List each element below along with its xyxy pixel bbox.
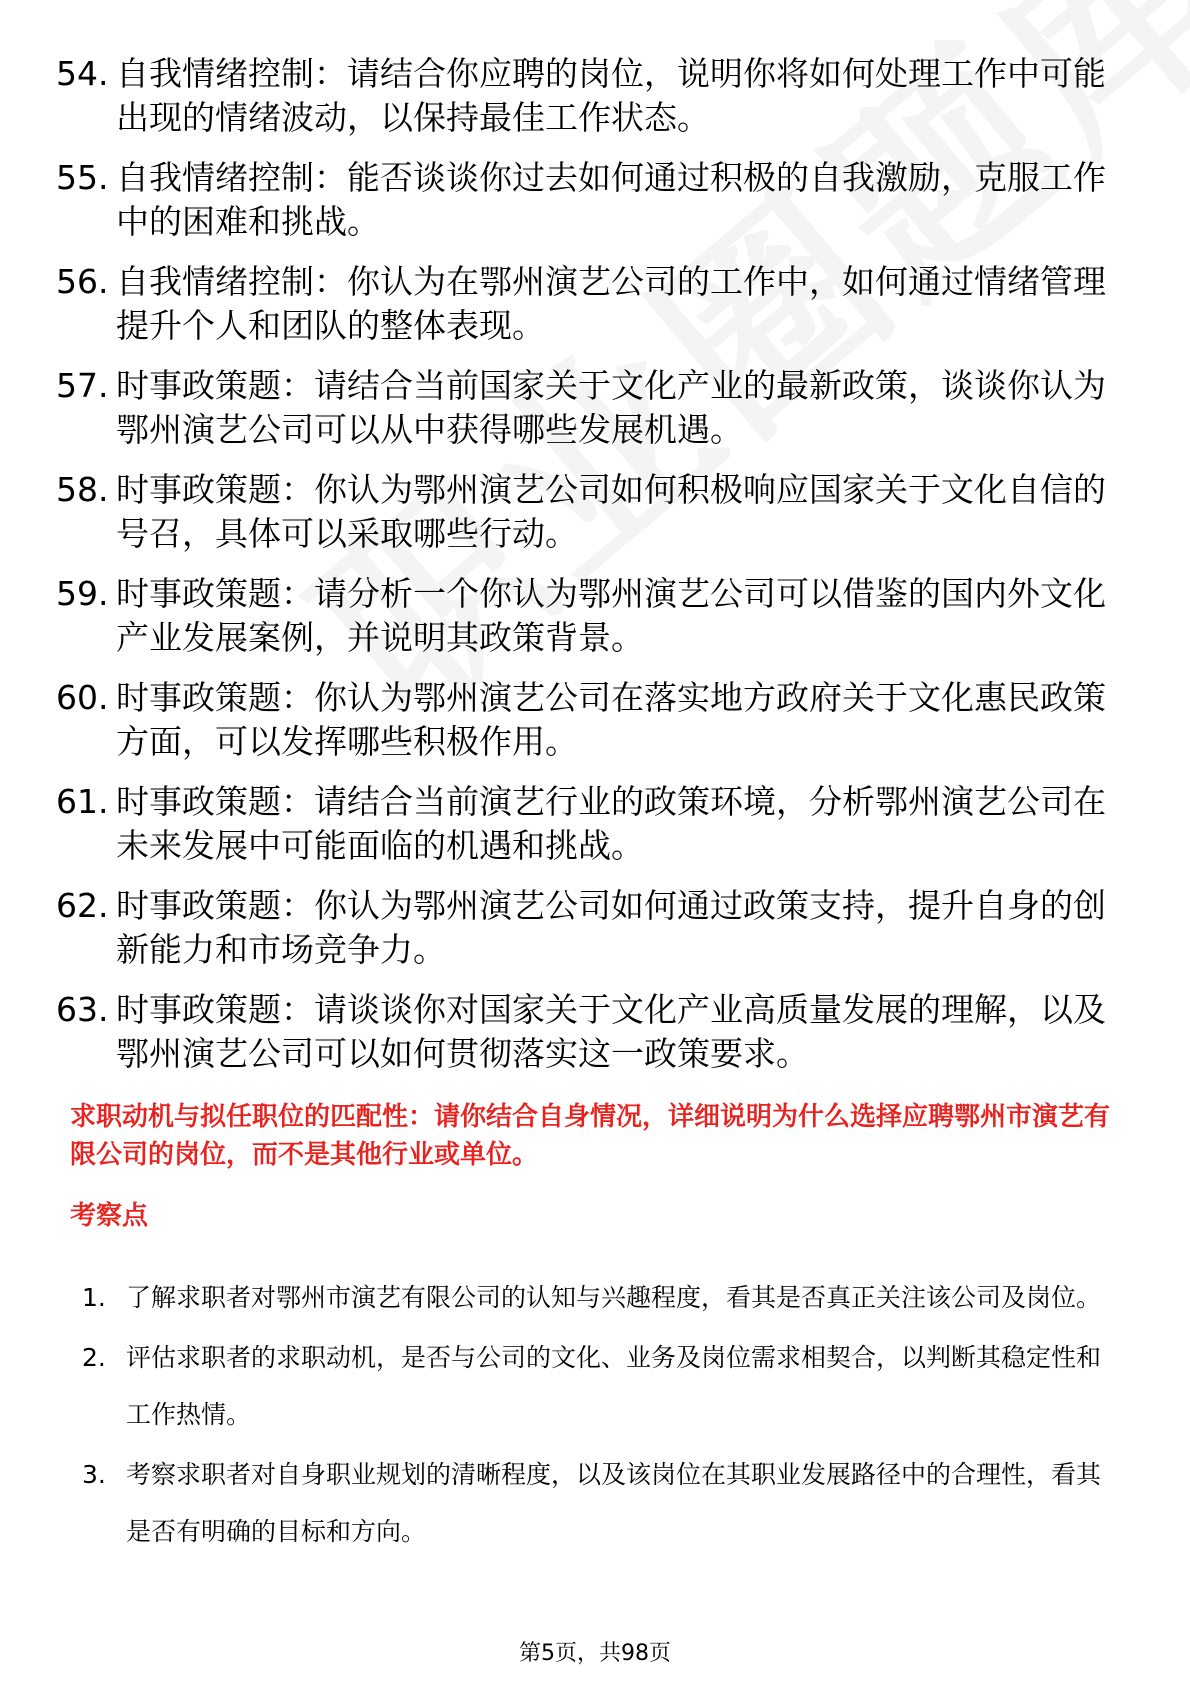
question-text: 自我情绪控制：能否谈谈你过去如何通过积极的自我激励，克服工作中的困难和挑战。 (116, 158, 1106, 241)
focus-point-number: 3. (82, 1460, 106, 1489)
question-number: 58. (56, 470, 109, 509)
question-number: 56. (56, 262, 109, 301)
question-list (56, 52, 1116, 1092)
question-text: 时事政策题：你认为鄂州演艺公司如何积极响应国家关于文化自信的号召，具体可以采取哪些行动。 (116, 470, 1106, 553)
question-number: 60. (56, 678, 109, 717)
question-text: 时事政策题：请谈谈你对国家关于文化产业高质量发展的理解，以及鄂州演艺公司可以如何贯彻落实这一政策要求。 (116, 990, 1106, 1073)
question-number: 61. (56, 782, 109, 821)
focus-point-item (82, 1329, 1122, 1443)
focus-point-item (82, 1269, 1122, 1326)
focus-point-number: 1. (82, 1283, 106, 1312)
focus-point-text: 考察求职者对自身职业规划的清晰程度，以及该岗位在其职业发展路径中的合理性，看其是否有明确的目标和方向。 (126, 1460, 1102, 1546)
focus-point-text: 了解求职者对鄂州市演艺有限公司的认知与兴趣程度，看其是否真正关注该公司及岗位。 (126, 1283, 1102, 1312)
focus-points-list (82, 1269, 1122, 1563)
question-item (56, 884, 1116, 972)
question-item (56, 780, 1116, 868)
question-item (56, 156, 1116, 244)
question-text: 时事政策题：你认为鄂州演艺公司如何通过政策支持，提升自身的创新能力和市场竞争力。 (116, 886, 1106, 969)
question-item (56, 260, 1116, 348)
question-number: 57. (56, 366, 109, 405)
question-text: 时事政策题：请结合当前演艺行业的政策环境，分析鄂州演艺公司在未来发展中可能面临的机遇和挑战。 (116, 782, 1106, 865)
section-title: 求职动机与拟任职位的匹配性：请你结合自身情况，详细说明为什么选择应聘鄂州市演艺有限公司的岗位，而不是其他行业或单位。 (70, 1102, 1111, 1170)
focus-point-item (82, 1446, 1122, 1560)
question-number: 54. (56, 54, 109, 93)
question-number: 62. (56, 886, 109, 925)
question-number: 55. (56, 158, 109, 197)
question-text: 时事政策题：请分析一个你认为鄂州演艺公司可以借鉴的国内外文化产业发展案例，并说明其政策背景。 (116, 574, 1106, 657)
question-text: 时事政策题：请结合当前国家关于文化产业的最新政策，谈谈你认为鄂州演艺公司可以从中获得哪些发展机遇。 (116, 366, 1106, 449)
question-number: 59. (56, 574, 109, 613)
focus-point-number: 2. (82, 1343, 106, 1372)
focus-points-label: 考察点 (70, 1201, 149, 1231)
question-item (56, 676, 1116, 764)
question-item (56, 572, 1116, 660)
question-text: 自我情绪控制：你认为在鄂州演艺公司的工作中，如何通过情绪管理提升个人和团队的整体表现。 (116, 262, 1106, 345)
question-item (56, 52, 1116, 140)
question-item (56, 988, 1116, 1076)
question-number: 63. (56, 990, 109, 1029)
question-item (56, 468, 1116, 556)
question-item (56, 364, 1116, 452)
focus-point-text: 评估求职者的求职动机，是否与公司的文化、业务及岗位需求相契合，以判断其稳定性和工作热情。 (126, 1343, 1102, 1429)
question-text: 自我情绪控制：请结合你应聘的岗位，说明你将如何处理工作中可能出现的情绪波动，以保持最佳工作状态。 (116, 54, 1106, 137)
page-number: 第5页，共98页 (519, 1641, 671, 1666)
question-text: 时事政策题：你认为鄂州演艺公司在落实地方政府关于文化惠民政策方面，可以发挥哪些积极作用。 (116, 678, 1106, 761)
